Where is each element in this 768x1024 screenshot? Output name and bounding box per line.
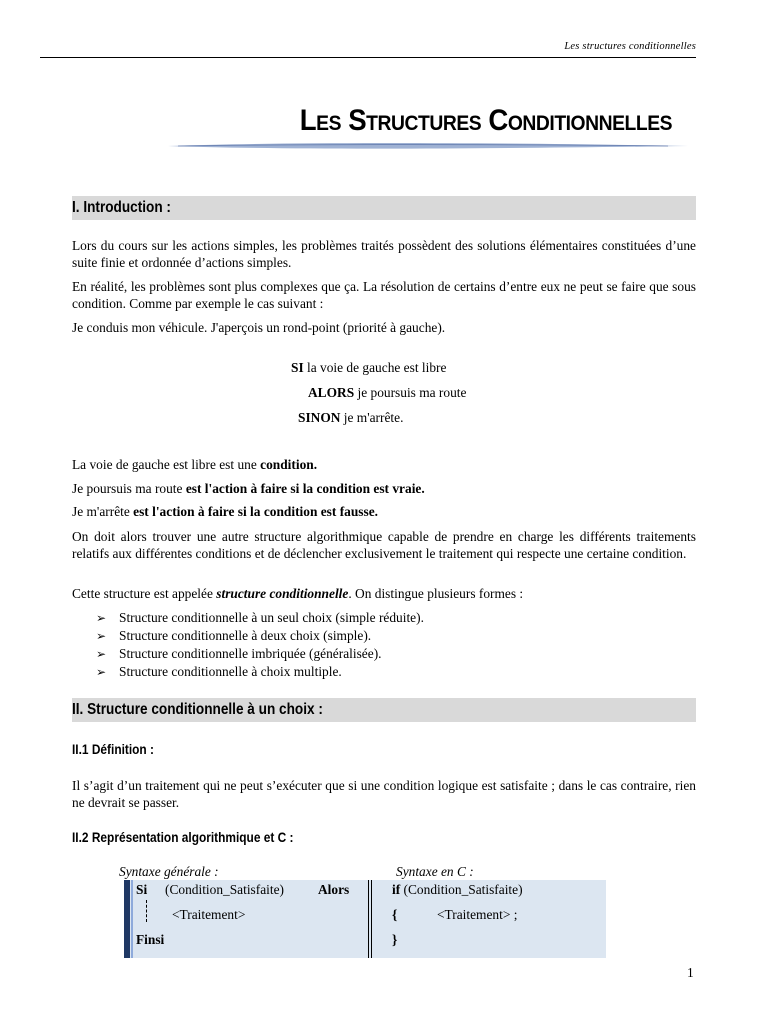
algo-condition: (Condition_Satisfaite) xyxy=(165,882,285,897)
title-underline-swash xyxy=(168,140,688,154)
subsection-heading-definition: II.1 Définition : xyxy=(72,741,154,757)
explanation-line-1: La voie de gauche est libre est une condition. xyxy=(72,457,318,472)
code-column-separator xyxy=(371,880,372,958)
code-column-separator xyxy=(368,880,369,958)
code-block-dashed-guide xyxy=(146,900,147,922)
running-header: Les structures conditionnelles xyxy=(564,41,696,52)
list-item: ➢ Structure conditionnelle à choix multiple. xyxy=(96,663,424,681)
intro-paragraph-5: Cette structure est appelée structure conditionnelle. On distingue plusieurs formes : xyxy=(72,586,524,601)
list-item: ➢ Structure conditionnelle à un seul choix (simple réduite). xyxy=(96,609,424,627)
intro-paragraph-4: On doit alors trouver une autre structure algorithmique capable de prendre en charge les différents traitements relatifs aux différentes conditions et de déclencher exclusivement le traitement qui respecte une certaine condition. xyxy=(72,529,696,561)
section-heading-introduction: I. Introduction : xyxy=(72,196,696,220)
c-open-brace: { xyxy=(392,907,398,922)
code-box-left-accent xyxy=(131,880,133,958)
c-close-brace: } xyxy=(392,932,398,947)
intro-paragraph-3: Je conduis mon véhicule. J'aperçois un rond-point (priorité à gauche). xyxy=(72,320,446,335)
algo-si-line: Si xyxy=(136,882,148,897)
page-title: Les Structures Conditionnelles xyxy=(299,104,673,137)
subsection-heading-representation: II.2 Représentation algorithmique et C : xyxy=(72,829,294,845)
definition-paragraph: Il s’agit d’un traitement qui ne peut s’exécuter que si une condition logique est satisfaite ; dans le cas contraire, rien ne devrait se passer. xyxy=(72,778,696,810)
syntax-c-label: Syntaxe en C : xyxy=(396,864,474,879)
explanation-line-2: Je poursuis ma route est l'action à faire si la condition est vraie. xyxy=(72,481,425,496)
c-traitement: <Traitement> ; xyxy=(437,907,518,922)
intro-paragraph-1: Lors du cours sur les actions simples, les problèmes traités possèdent des solutions élémentaires constituées d’une suite finie et ordonnée d’actions simples. xyxy=(72,238,696,270)
section-heading-structure-un-choix: II. Structure conditionnelle à un choix : xyxy=(72,698,696,722)
algo-traitement: <Traitement> xyxy=(172,907,246,922)
list-item: ➢ Structure conditionnelle à deux choix (simple). xyxy=(96,627,424,645)
condition-alors-line: ALORS je poursuis ma route xyxy=(308,385,467,400)
header-rule xyxy=(40,57,696,58)
forms-bullet-list xyxy=(96,609,424,681)
algo-finsi: Finsi xyxy=(136,932,165,947)
list-item: ➢ Structure conditionnelle imbriquée (généralisée). xyxy=(96,645,424,663)
c-if-line: if (Condition_Satisfaite) xyxy=(392,882,523,897)
intro-paragraph-2: En réalité, les problèmes sont plus complexes que ça. La résolution de certains d’entre eux ne peut se faire que sous condition. Comme par exemple le cas suivant : xyxy=(72,279,696,311)
condition-si-line: SI la voie de gauche est libre xyxy=(291,360,447,375)
syntax-general-label: Syntaxe générale : xyxy=(119,864,219,879)
code-box-left-bar xyxy=(124,880,130,958)
algo-alors: Alors xyxy=(318,882,350,897)
page-number: 1 xyxy=(687,965,694,980)
explanation-line-3: Je m'arrête est l'action à faire si la condition est fausse. xyxy=(72,504,379,519)
condition-sinon-line: SINON je m'arrête. xyxy=(298,410,404,425)
